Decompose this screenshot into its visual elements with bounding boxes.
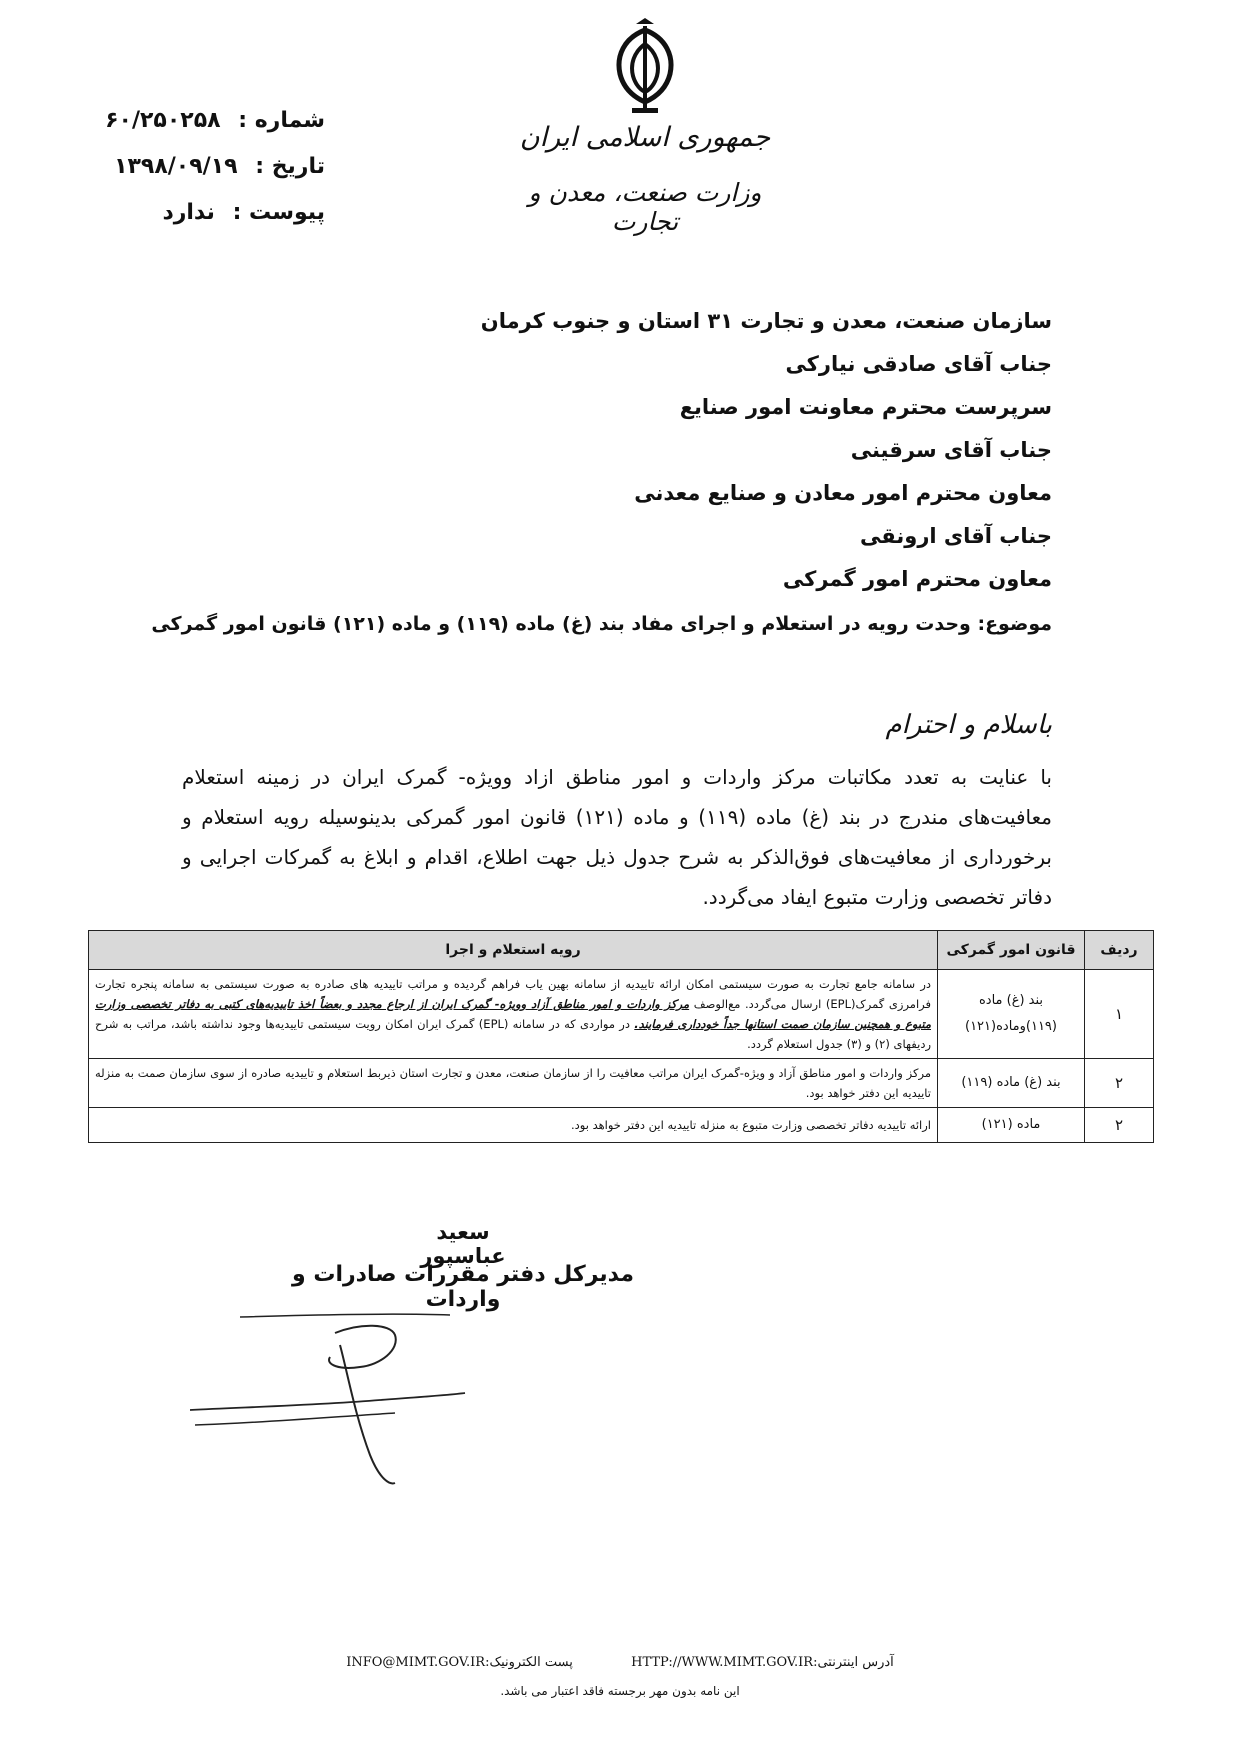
attachment-label: پیوست :	[232, 200, 325, 225]
date-label: تاریخ :	[255, 154, 325, 179]
addressee-line: جناب آقای ارونقی	[860, 524, 1052, 548]
row-law: بند (غ) ماده (۱۱۹)وماده(۱۲۱)	[938, 970, 1085, 1059]
header-customs-law: قانون امور گمرکی	[938, 931, 1085, 970]
body-paragraph: با عنایت به تعدد مکاتبات مرکز واردات و امور مناطق ازاد وویژه- گمرک ایران در زمینه استعلام معافیت‌های مندرج در بند (غ) ماده (۱۱۹) و ماده (۱۲۱) قانون امور گمرکی بدینوسیله رویه استعلام و برخورداری از معافیت‌های فوق‌الذکر به شرح جدول ذیل جهت اطلاع، اقدام و ابلاغ به گمرکات اجرایی و دفاتر تخصصی وزارت متبوع ایفاد می‌گردد.	[182, 765, 1053, 909]
procedure-text: در مواردی که در سامانه (EPL) گمرک ایران امکان رویت سیستمی تاییدیه‌ها وجود نداشته باشد، مراتب به شرح ردیفهای (۲) و (۳) جدول استعلام گردد.	[95, 1017, 931, 1051]
procedure-text: در سامانه جامع تجارت به صورت سیستمی امکان ارائه تاییدیه از سامانه بهین یاب فراهم گردیده و مراتب تاییدیه های صادره به صورت سیستمی به سامانه پنجره تجارت فرامرزی گمرک(EPL) ارسال می‌گردد. مع‌الوصف	[95, 977, 931, 1011]
addressee-line: سازمان صنعت، معدن و تجارت ۳۱ استان و جنوب کرمان	[480, 309, 1052, 333]
subject-line: موضوع: وحدت رویه در استعلام و اجرای مفاد بند (غ) ماده (۱۱۹) و ماده (۱۲۱) قانون امور گمرکی	[151, 613, 1052, 635]
footer-email-label: پست الکترونیک:	[485, 1655, 573, 1670]
footer-web-value: HTTP://WWW.MIMT.GOV.IR	[631, 1655, 814, 1670]
table-row	[89, 970, 1154, 1059]
letter-date	[65, 144, 325, 190]
footer-email-value: INFO@MIMT.GOV.IR	[346, 1655, 486, 1670]
signatory-name: سعید عباسپور	[420, 1220, 506, 1268]
greeting: باسلام و احترام	[885, 710, 1052, 740]
row-number: ۲	[1085, 1059, 1154, 1108]
footer-web-label: آدرس اینترنتی:	[813, 1655, 894, 1670]
footer	[300, 1655, 940, 1698]
country-name: جمهوری اسلامی ایران	[519, 122, 771, 153]
row-procedure	[89, 970, 938, 1059]
row-number: ۲	[1085, 1108, 1154, 1143]
addressee-line: سرپرست محترم معاونت امور صنایع	[679, 395, 1052, 419]
procedure-emphasis: مرکز واردات و امور مناطق آزاد وویژه- گمرک ایران از ارجاع مجدد و بعضاً اخذ تاییدیه‌های کتبی به دفاتر تخصصی وزارت متبوع و همچنین سازمان صمت استانها جداً خودداری فرمایند.	[95, 997, 931, 1031]
footer-note: این نامه بدون مهر برجسته فاقد اعتبار می باشد.	[500, 1684, 740, 1698]
number-value: ۶۰/۲۵۰۲۵۸	[105, 108, 221, 133]
letter-number	[65, 98, 325, 144]
date-value: ۱۳۹۸/۰۹/۱۹	[114, 154, 238, 179]
addressee-line: جناب آقای صادقی نیارکی	[785, 352, 1052, 376]
addressee-line: معاون محترم امور گمرکی	[782, 567, 1052, 591]
addressee-block	[152, 300, 1052, 646]
signatory-title: مدیرکل دفتر مقررات صادرات و واردات	[292, 1262, 634, 1312]
row-law: ماده (۱۲۱)	[938, 1108, 1085, 1143]
header-row-number: ردیف	[1085, 931, 1154, 970]
row-law: بند (غ) ماده (۱۱۹)	[938, 1059, 1085, 1108]
addressee-line: معاون محترم امور معادن و صنایع معدنی	[634, 481, 1052, 505]
table-header-row	[89, 931, 1154, 970]
row-number: ۱	[1085, 970, 1154, 1059]
row-procedure: ارائه تاییدیه دفاتر تخصصی وزارت متبوع به منزله تاییدیه این دفتر خواهد بود.	[89, 1108, 938, 1143]
ministry-name: وزارت صنعت، معدن و تجارت	[528, 178, 762, 236]
procedure-table	[88, 930, 1154, 1143]
footer-contact	[300, 1655, 940, 1670]
header-procedure: رویه استعلام و اجرا	[89, 931, 938, 970]
emblem-of-iran-icon	[602, 18, 688, 118]
table-row	[89, 1059, 1154, 1108]
number-label: شماره :	[238, 108, 325, 133]
handwritten-signature-icon	[190, 1305, 550, 1495]
letter-meta	[65, 98, 325, 236]
row-procedure: مرکز واردات و امور مناطق آزاد و ویژه-گمرک ایران مراتب معافیت را از سازمان صنعت، معدن و تجارت استان ذیربط استعلام و تاییدیه صادره از سوی سازمان صمت به منزله تاییدیه این دفتر خواهد بود.	[89, 1059, 938, 1108]
addressee-line: جناب آقای سرقینی	[850, 438, 1052, 462]
letter-attachment	[65, 190, 325, 236]
table-row	[89, 1108, 1154, 1143]
attachment-value: ندارد	[162, 200, 215, 225]
